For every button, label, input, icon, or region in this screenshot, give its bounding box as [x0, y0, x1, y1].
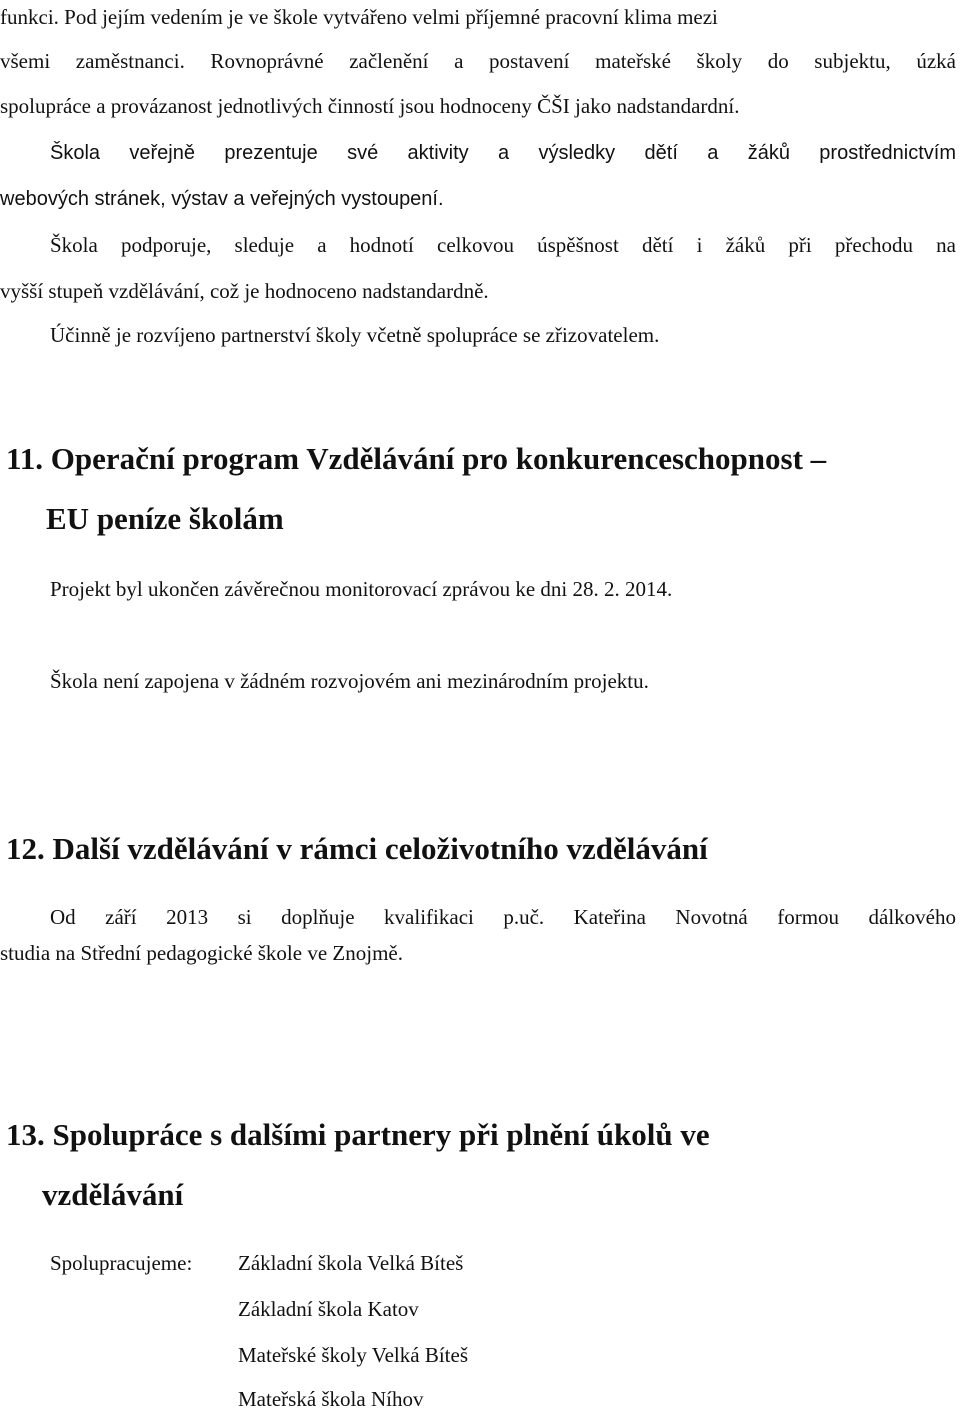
para2-line-2: webových stránek, výstav a veřejných vystoupení.	[0, 188, 444, 210]
partner-item: Mateřská škola Níhov	[238, 1387, 424, 1411]
partners-label: Spolupracujeme:	[50, 1251, 193, 1275]
section-11-heading-line-1: 11. Operační program Vzdělávání pro konkurenceschopnost –	[6, 441, 827, 476]
intro-text: funkci. Pod jejím vedením je ve škole vytvářeno velmi příjemné pracovní klima mezi	[0, 5, 718, 29]
para2-line-1: Škola veřejně prezentuje své aktivity a výsledky dětí a žáků prostřednictvím	[50, 142, 956, 164]
section-11-heading-line-2: EU peníze školám	[46, 501, 284, 536]
section-12-para-line-2: studia na Střední pedagogické škole ve Znojmě.	[0, 941, 403, 965]
para4: Účinně je rozvíjeno partnerství školy včetně spolupráce se zřizovatelem.	[50, 323, 660, 347]
section-12-heading: 12. Další vzdělávání v rámci celoživotního vzdělávání	[6, 831, 708, 866]
intro-line-3: spolupráce a provázanost jednotlivých činností jsou hodnoceny ČŠI jako nadstandardní.	[0, 94, 740, 118]
para3-line-2: vyšší stupeň vzdělávání, což je hodnoceno nadstandardně.	[0, 279, 489, 303]
partner-item: Mateřské školy Velká Bíteš	[238, 1343, 468, 1367]
para3-line-1: Škola podporuje, sleduje a hodnotí celkovou úspěšnost dětí i žáků při přechodu na	[50, 233, 956, 257]
partner-item: Základní škola Katov	[238, 1297, 419, 1321]
section-13-heading-line-2: vzdělávání	[42, 1177, 184, 1212]
section-11-para-1: Projekt byl ukončen závěrečnou monitorovací zprávou ke dni 28. 2. 2014.	[50, 577, 673, 601]
section-12-para-line-1: Od září 2013 si doplňuje kvalifikaci p.uč. Kateřina Novotná formou dálkového	[50, 905, 956, 929]
section-13-heading-line-1: 13. Spolupráce s dalšími partnery při plnění úkolů ve	[6, 1117, 710, 1152]
intro-line-1	[0, 4, 956, 30]
intro-line-2: všemi zaměstnanci. Rovnoprávné začlenění a postavení mateřské školy do subjektu, úzká	[0, 49, 956, 73]
section-11-para-2: Škola není zapojena v žádném rozvojovém ani mezinárodním projektu.	[50, 669, 649, 693]
partner-item: Základní škola Velká Bíteš	[238, 1251, 464, 1275]
